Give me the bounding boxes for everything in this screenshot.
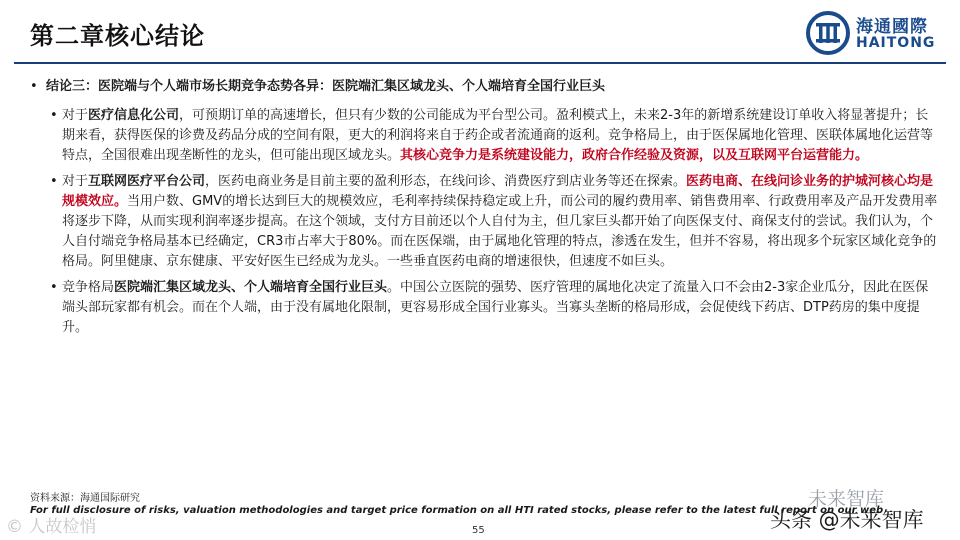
page-number: 55 (472, 525, 485, 536)
haitong-logo-icon (806, 11, 850, 55)
point-text: ，医药电商业务是目前主要的盈利形态，在线问诊、消费医疗到店业务等还在探索。 (205, 174, 687, 189)
disclaimer-text: For full disclosure of risks, valuation methodologies and target price formation on all HTI rated stocks, please refer to the latest full report on our web (30, 505, 884, 516)
bullet-icon: • (50, 280, 58, 295)
logo-chinese-name: 海通國際 (856, 17, 928, 37)
bullet-icon: • (50, 108, 58, 123)
point-highlight-text: 医药电商、在线问诊业务的护城河核心均是规模效应。 (62, 174, 934, 209)
point-bold-text: 医院端汇集区域龙头、个人端培育全国行业巨头 (114, 280, 388, 295)
point-healthcare-it (30, 106, 938, 166)
point-text: ，可预期订单的高速增长，但只有少数的公司能成为平台型公司。盈利模式上，未来2-3年的新增系统建设订单收入将显著提升；长期来看，获得医保的诊费及药品分成的空间有限，更大的利润将来自于药企或者流通商的返利。竞争格局上，由于医保属地化管理、医联体属地化运营等特点，全国很难出现垄断性的龙头，但可能出现区域龙头。 (62, 108, 934, 163)
watermark-left: © 人故检悄 (6, 517, 97, 537)
bullet-icon: • (50, 174, 58, 189)
page-title: 第二章核心结论 (30, 22, 205, 50)
haitong-logo (806, 11, 946, 55)
point-bold-text: 互联网医疗平台公司 (88, 174, 206, 189)
point-text: 当用户数、GMV的增长达到巨大的规模效应，毛利率持续保持稳定或上升，而公司的履约费用率、销售费用率、行政费用率及产品开发费用率将逐步下降，从而实现利润率逐步提高。在这个领域，支付方目前还以个人自付为主，但几家巨头都开始了向医保支付、商保支付的尝试。我们认为，个人自付端竞争格局基本已经确定，CR3市占率大于80%。而在医保端，由于属地化管理的特点，渗透在发生，但并不容易，将出现多个玩家区域化竞争的格局。阿里健康、京东健康、平安好医生已经成为龙头。一些垂直医药电商的增速很快，但速度不如巨头。 (62, 194, 938, 269)
data-source-note: 资料来源：海通国际研究 (30, 493, 140, 504)
logo-english-name: HAITONG (856, 35, 936, 51)
point-text: 。中国公立医院的强势、医疗管理的属地化决定了流量入口不会由2-3家企业瓜分，因此在医保端头部玩家都有机会。而在个人端，由于没有属地化限制，更容易形成全国行业寡头。当寡头垄断的格局形成，会促使线下药店、DTP药房的集中度提升。 (62, 280, 929, 335)
point-bold-text: 医疗信息化公司 (88, 108, 180, 123)
point-text: 竞争格局 (62, 280, 115, 295)
title-divider (14, 62, 946, 64)
watermark-right-top: 未来智库 (808, 488, 885, 510)
content-body (30, 78, 938, 344)
point-internet-platform (30, 172, 938, 272)
main-conclusion (30, 78, 938, 96)
point-text: 对于 (62, 174, 89, 189)
point-competition-landscape (30, 278, 938, 338)
main-conclusion-text: 结论三：医院端与个人端市场长期竞争态势各异：医院端汇集区域龙头、个人端培育全国行业巨头 (46, 79, 606, 94)
point-text: 对于 (62, 108, 89, 123)
bullet-icon: • (30, 79, 38, 94)
point-highlight-text: 其核心竞争力是系统建设能力，政府合作经验及资源，以及互联网平台运营能力。 (400, 148, 869, 163)
watermark-right: 头条 @未来智库 (770, 508, 924, 532)
